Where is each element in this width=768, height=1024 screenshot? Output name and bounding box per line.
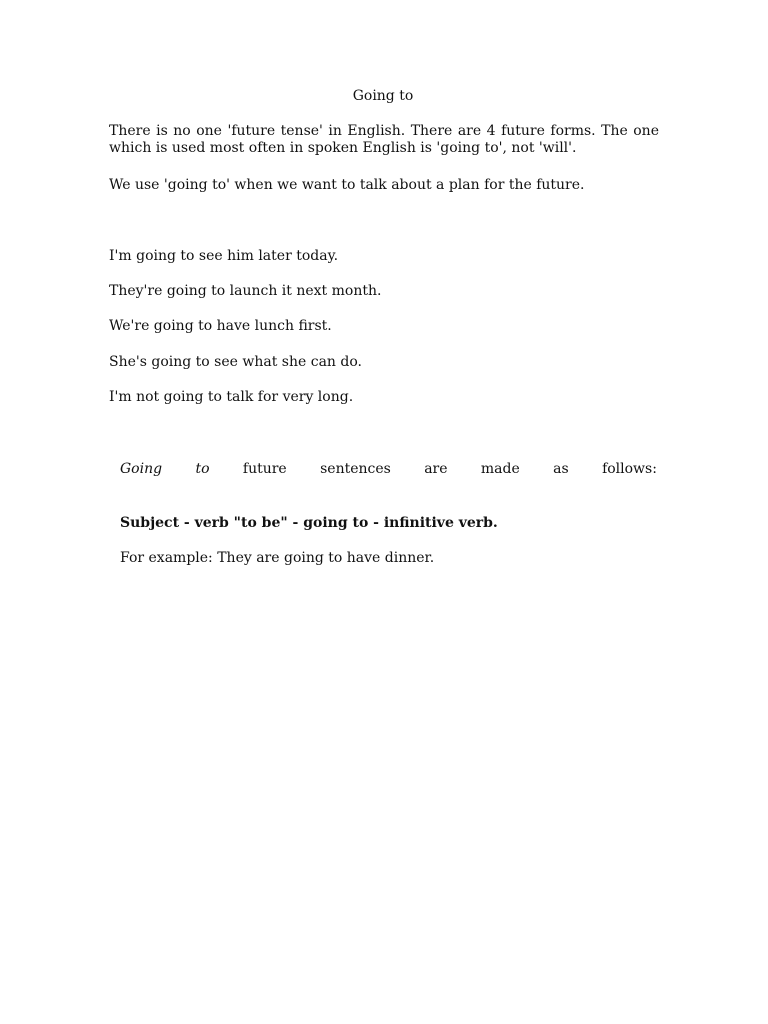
example-sentence: I'm not going to talk for very long. [109,389,354,405]
structure-word: Going [120,461,163,477]
structure-word: as [553,461,569,477]
structure-rule: Subject - verb "to be" - going to - infinitive verb. [120,515,498,531]
page-title: Going to [352,88,414,104]
structure-word: follows: [602,461,657,477]
intro-paragraph: There is no one 'future tense' in English. There are 4 future forms. The one which is used most often in spoken English is 'going to', not 'will'. [109,123,659,156]
usage-line: We use 'going to' when we want to talk about a plan for the future. [109,177,585,193]
example-sentence: I'm going to see him later today. [109,248,339,264]
structure-intro [120,461,657,478]
structure-word: sentences [320,461,391,477]
example-sentence: We're going to have lunch first. [109,318,332,334]
example-sentence: They're going to launch it next month. [109,283,382,299]
structure-word: to [195,461,210,477]
structure-word: are [424,461,448,477]
structure-word: future [242,461,287,477]
structure-example: For example: They are going to have dinner. [120,550,435,566]
structure-word: made [480,461,520,477]
example-sentence: She's going to see what she can do. [109,354,362,370]
